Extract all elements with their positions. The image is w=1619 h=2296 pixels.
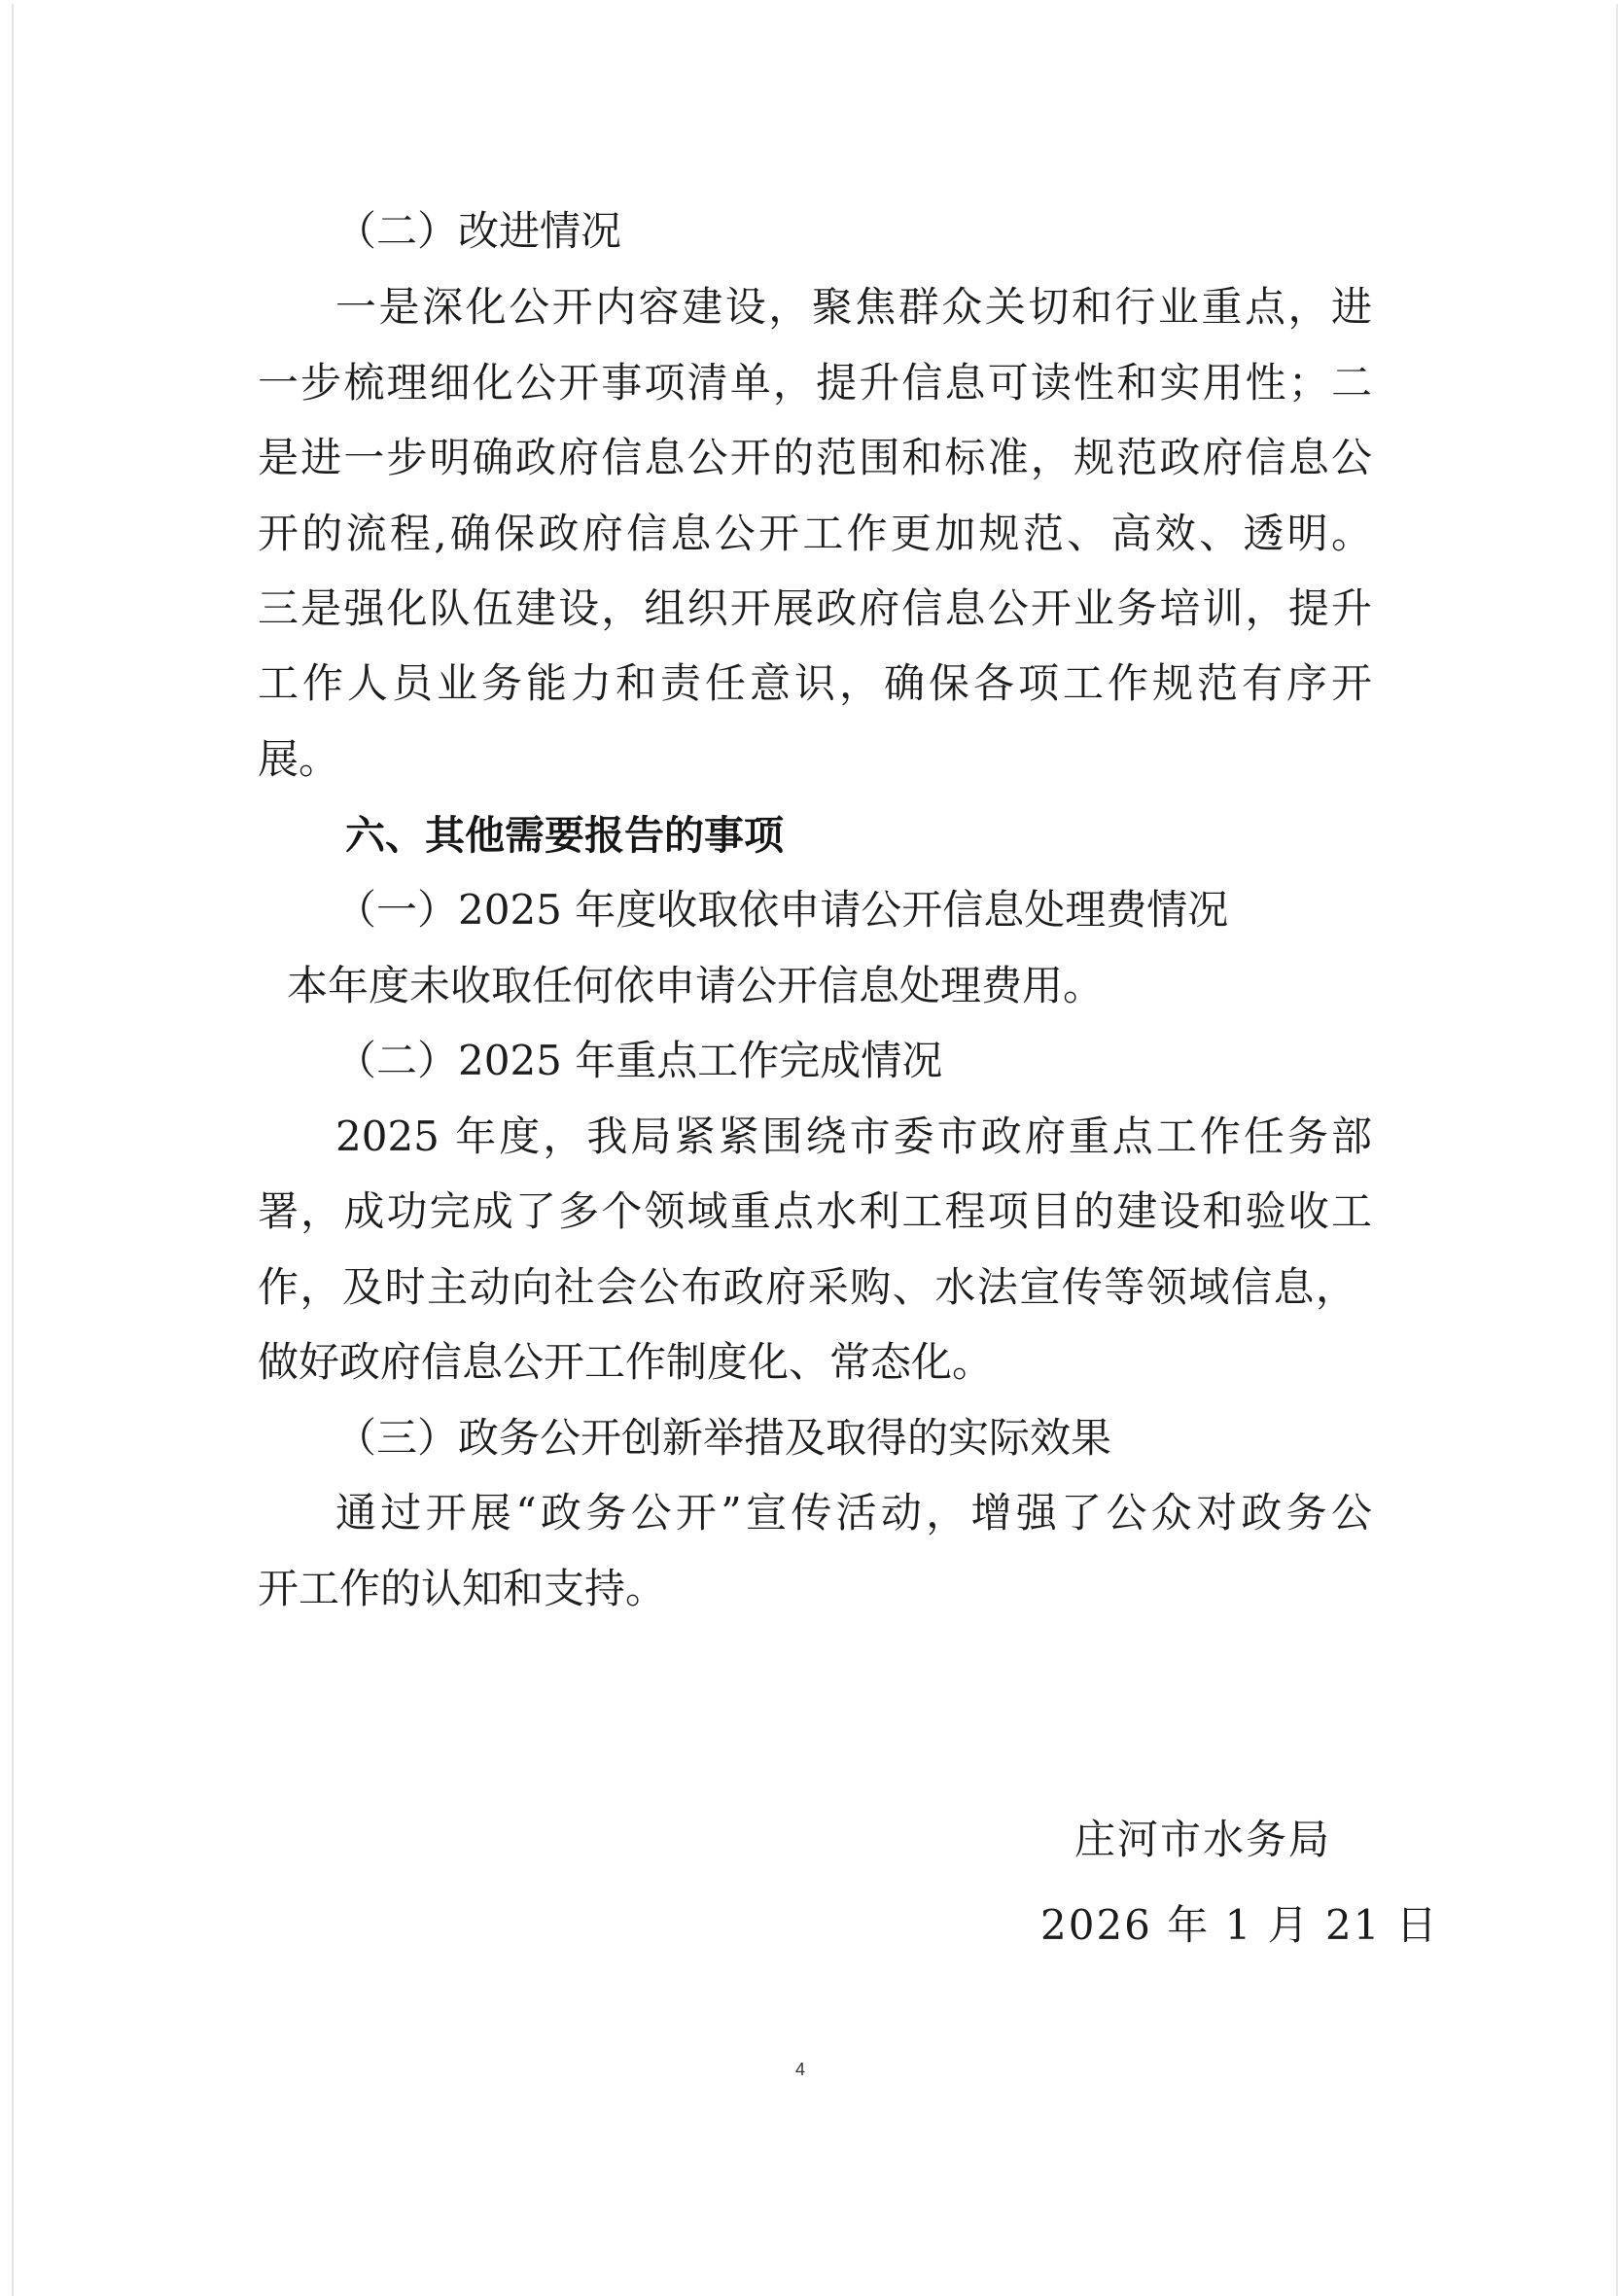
paragraph-line: 通过开展“政务公开”宣传活动，增强了公众对政务公 [335, 1489, 1372, 1537]
paragraph-line: 展。 [258, 735, 340, 783]
scan-edge-right [1616, 4, 1618, 2296]
paragraph-line: 作，及时主动向社会公布政府采购、水法宣传等领域信息， [258, 1263, 1356, 1311]
paragraph-line: 一是深化公开内容建设，聚焦群众关切和行业重点，进 [335, 283, 1372, 331]
signature-organization: 庄河市水务局 [1074, 1816, 1332, 1863]
heading-other-matters: 六、其他需要报告的事项 [345, 812, 784, 859]
paragraph-line: 2025 年度，我局紧紧围绕市委市政府重点工作任务部 [335, 1113, 1372, 1160]
subsection-title-key-work: （二）2025 年重点工作完成情况 [335, 1037, 943, 1084]
scan-edge-left [12, 4, 14, 2296]
paragraph-line: 署，成功完成了多个领域重点水利工程项目的建设和验收工 [258, 1187, 1372, 1235]
section-title-improvement: （二）改进情况 [335, 207, 622, 255]
paragraph-line: 做好政府信息公开工作制度化、常态化。 [258, 1338, 994, 1386]
paragraph-line: 本年度未收取任何依申请公开信息处理费用。 [287, 962, 1105, 1009]
paragraph-line: 工作人员业务能力和责任意识，确保各项工作规范有序开 [258, 659, 1372, 707]
paragraph-line: 开的流程,确保政府信息公开工作更加规范、高效、透明。 [258, 510, 1372, 557]
paragraph-line: 开工作的认知和支持。 [258, 1565, 667, 1612]
subsection-title-fees: （一）2025 年度收取依申请公开信息处理费情况 [335, 886, 1229, 934]
signature-date: 2026 年 1 月 21 日 [1040, 1901, 1439, 1949]
paragraph-line: 一步梳理细化公开事项清单，提升信息可读性和实用性；二 [258, 359, 1372, 406]
paragraph-line: 三是强化队伍建设，组织开展政府信息公开业务培训，提升 [258, 584, 1372, 632]
page-number: 4 [795, 2060, 806, 2079]
paragraph-line: 是进一步明确政府信息公开的范围和标准，规范政府信息公 [258, 434, 1372, 481]
subsection-title-innovation: （三）政务公开创新举措及取得的实际效果 [335, 1414, 1112, 1462]
